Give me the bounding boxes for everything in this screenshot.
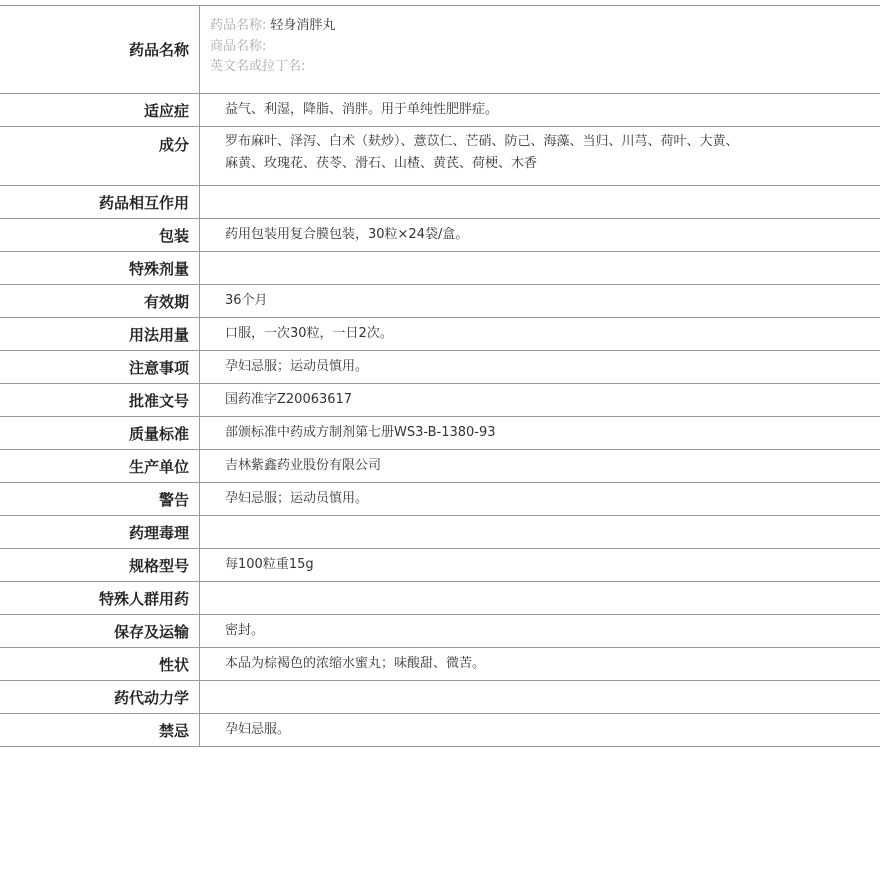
row-label: 规格型号 xyxy=(0,549,200,582)
row-storage xyxy=(0,615,880,648)
row-value xyxy=(200,681,880,714)
row-approval-number xyxy=(0,384,880,417)
row-value xyxy=(200,186,880,219)
row-value: 药用包装用复合膜包装，30粒×24袋/盒。 xyxy=(225,227,469,242)
row-drug-name xyxy=(0,6,880,94)
row-label: 批准文号 xyxy=(0,384,200,417)
row-quality-standard xyxy=(0,417,880,450)
row-contraindications xyxy=(0,714,880,747)
row-label: 特殊人群用药 xyxy=(0,582,200,615)
row-ingredients xyxy=(0,127,880,186)
row-label: 成分 xyxy=(0,127,200,186)
row-label: 药品名称 xyxy=(0,6,200,94)
row-precautions xyxy=(0,351,880,384)
row-value: 国药准字Z20063617 xyxy=(225,392,353,407)
row-value xyxy=(200,127,880,186)
row-label: 禁忌 xyxy=(0,714,200,747)
row-indications xyxy=(0,94,880,127)
row-specification xyxy=(0,549,880,582)
english-name-line xyxy=(210,57,880,78)
row-value: 每100粒重15g xyxy=(225,557,314,572)
row-label: 适应症 xyxy=(0,94,200,127)
generic-name-label: 药品名称: xyxy=(210,18,267,33)
generic-name-value: 轻身消胖丸 xyxy=(270,18,336,33)
row-value: 部颁标准中药成方制剂第七册WS3-B-1380-93 xyxy=(225,425,496,440)
generic-name-line xyxy=(210,16,880,37)
row-pharmacokinetics xyxy=(0,681,880,714)
row-value: 益气、利湿，降脂、消胖。用于单纯性肥胖症。 xyxy=(225,102,499,117)
english-name-label: 英文名或拉丁名: xyxy=(210,59,306,74)
row-special-populations xyxy=(0,582,880,615)
row-value xyxy=(200,252,880,285)
row-warning xyxy=(0,483,880,516)
row-value: 孕妇忌服；运动员慎用。 xyxy=(225,491,369,506)
row-label: 有效期 xyxy=(0,285,200,318)
row-pharmacology xyxy=(0,516,880,549)
row-label: 保存及运输 xyxy=(0,615,200,648)
row-value: 36个月 xyxy=(225,293,268,308)
row-label: 质量标准 xyxy=(0,417,200,450)
row-label: 生产单位 xyxy=(0,450,200,483)
row-label: 药品相互作用 xyxy=(0,186,200,219)
trade-name-label: 商品名称: xyxy=(210,38,267,54)
row-description xyxy=(0,648,880,681)
ingredients-line: 罗布麻叶、泽泻、白术（麸炒）、薏苡仁、芒硝、防己、海藻、当归、川芎、荷叶、大黄、 xyxy=(225,134,739,149)
row-label: 性状 xyxy=(0,648,200,681)
row-label: 药理毒理 xyxy=(0,516,200,549)
row-value xyxy=(200,516,880,549)
row-label: 包装 xyxy=(0,219,200,252)
row-manufacturer xyxy=(0,450,880,483)
row-dosage xyxy=(0,318,880,351)
trade-name-line xyxy=(210,37,880,58)
row-value: 密封。 xyxy=(225,623,265,638)
row-shelf-life xyxy=(0,285,880,318)
row-value xyxy=(200,582,880,615)
row-label: 注意事项 xyxy=(0,351,200,384)
row-value: 本品为棕褐色的浓缩水蜜丸；味酸甜、微苦。 xyxy=(225,656,486,671)
row-value: 吉林紫鑫药业股份有限公司 xyxy=(225,458,382,473)
drug-name-values xyxy=(200,6,880,94)
row-interactions xyxy=(0,186,880,219)
row-value: 孕妇忌服。 xyxy=(225,722,291,737)
ingredients-line: 麻黄、玫瑰花、茯苓、滑石、山楂、黄芪、荷梗、木香 xyxy=(225,156,538,171)
row-value: 孕妇忌服；运动员慎用。 xyxy=(225,359,369,374)
row-label: 警告 xyxy=(0,483,200,516)
row-label: 特殊剂量 xyxy=(0,252,200,285)
drug-spec-table xyxy=(0,5,880,747)
row-label: 用法用量 xyxy=(0,318,200,351)
row-packaging xyxy=(0,219,880,252)
row-special-dosage xyxy=(0,252,880,285)
row-label: 药代动力学 xyxy=(0,681,200,714)
row-value: 口服，一次30粒，一日2次。 xyxy=(225,326,393,341)
